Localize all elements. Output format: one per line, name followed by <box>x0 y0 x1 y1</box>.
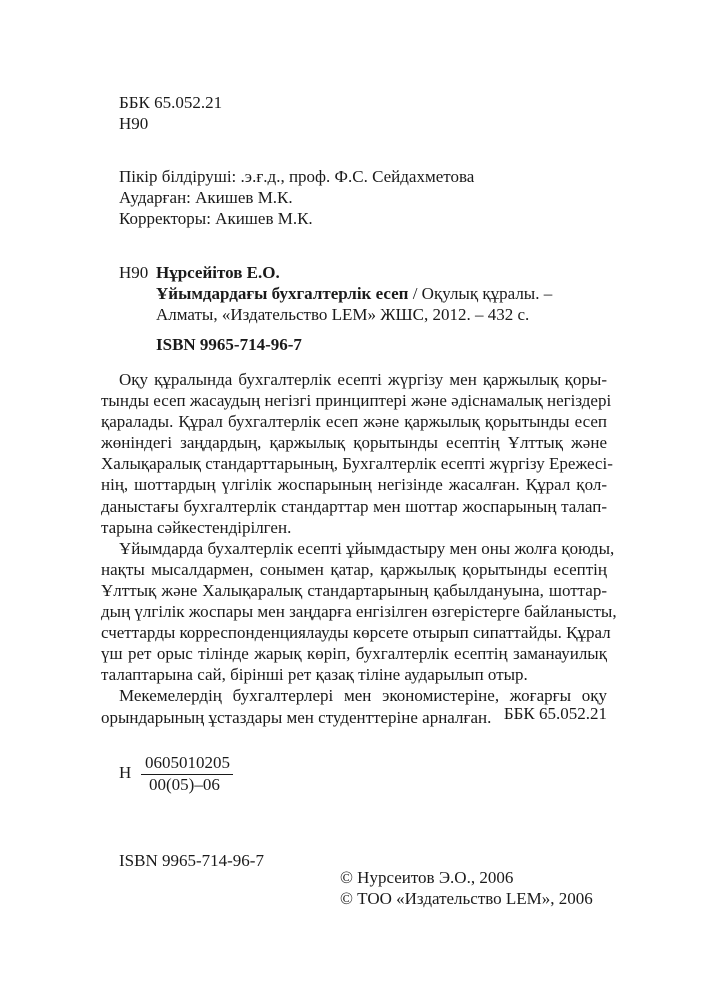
annotation-line: Халықаралық стандарттарының, Бухгалтерлік есепті жүргізу Ережесі- <box>101 454 613 474</box>
catalog-publication: Алматы, «Издательство LEM» ЖШС, 2012. – 432 с. <box>156 305 530 324</box>
annotation-line: орындарының ұстаздары мен студенттеріне арналған. <box>101 707 492 727</box>
copyright-publisher: © ТОО «Издательство LEM», 2006 <box>340 889 593 908</box>
catalog-title-rest: / Оқулық құралы. – <box>408 284 553 303</box>
annotation-line: тарына сәйкестендірілген. <box>101 517 292 537</box>
annotation-line: Оқу құралында бухгалтерлік есепті жүргізу мен қаржылық қоры- <box>119 370 607 389</box>
annotation-line: талаптарына сай, бірінші рет қазақ тіліне аударылып отыр. <box>101 665 528 685</box>
annotation-line: дың үлгілік жоспары мен заңдарға енгізілген өзгерістерге байланысты, <box>101 602 617 622</box>
annotation-line: жөніндегі заңдардың, қаржылық қорытынды есептің Ұлттық және <box>101 433 607 453</box>
annotation-line: нің, шоттардың үлгілік жоспарының негізінде жасалған. Құрал қол- <box>101 475 607 495</box>
catalog-code: Н90 <box>119 263 149 282</box>
isbn-bottom: ISBN 9965-714-96-7 <box>119 851 264 870</box>
annotation-paragraph-1 <box>101 369 613 538</box>
annotation-line: Ұйымдарда бухалтерлік есепті ұйымдастыру мен оны жолға қоюды, <box>119 538 615 558</box>
copyright-author: © Нурсеитов Э.О., 2006 <box>340 868 514 887</box>
fraction-letter: Н <box>119 763 132 782</box>
reviewer-line: Пікір білдіруші: .э.ғ.д., проф. Ф.С. Сейдахметова <box>119 167 475 186</box>
bbk-code: ББК 65.052.21 <box>119 93 223 112</box>
annotation-line: үш рет орыс тілінде жарық көріп, бухгалтерлік есептің заманауилық <box>101 644 607 664</box>
fraction-denominator: 00(05)–06 <box>149 775 220 794</box>
annotation-line: даныстағы бухгалтерлік стандарттар мен шоттар жоспарының талап- <box>101 496 607 516</box>
annotation-line: Ұлттық және Халықаралық стандартарының қабылдануына, шоттар- <box>101 580 607 600</box>
catalog-record <box>156 262 596 325</box>
annotation-line: тынды есеп жасаудың негізгі принциптері және әдіснамалық негіздері <box>101 391 612 411</box>
annotation-line: счеттарды корреспонденциялауды көрсете отырып сипаттайды. Құрал <box>101 623 611 643</box>
catalog-author: Нұрсейітов Е.О. <box>156 263 280 282</box>
annotation-paragraph-2 <box>101 538 617 686</box>
catalog-title: Ұйымдардағы бухгалтерлік есеп <box>156 284 409 303</box>
copyright-block <box>340 867 593 909</box>
bbk-code-right: ББК 65.052.21 <box>503 704 607 723</box>
bbk-header <box>119 92 222 134</box>
author-mark: Н90 <box>119 114 149 133</box>
annotation-line: қаралады. Құрал бухгалтерлік есеп және қаржылық қорытынды есеп <box>101 412 607 432</box>
translator-line: Аударған: Акишев М.К. <box>119 188 293 207</box>
fraction-numerator: 0605010205 <box>145 753 230 772</box>
correctors-line: Корректоры: Акишев М.К. <box>119 209 313 228</box>
credits-block <box>119 166 474 229</box>
annotation <box>101 369 617 728</box>
isbn-main: ISBN 9965-714-96-7 <box>156 335 302 354</box>
annotation-line: Мекемелердің бухгалтерлері мен экономистеріне, жоғарғы оқу <box>119 686 607 706</box>
catalog-title-line <box>156 283 596 304</box>
annotation-line: нақты мысалдармен, сонымен қатар, қаржылық қорытынды есептің <box>101 559 607 579</box>
